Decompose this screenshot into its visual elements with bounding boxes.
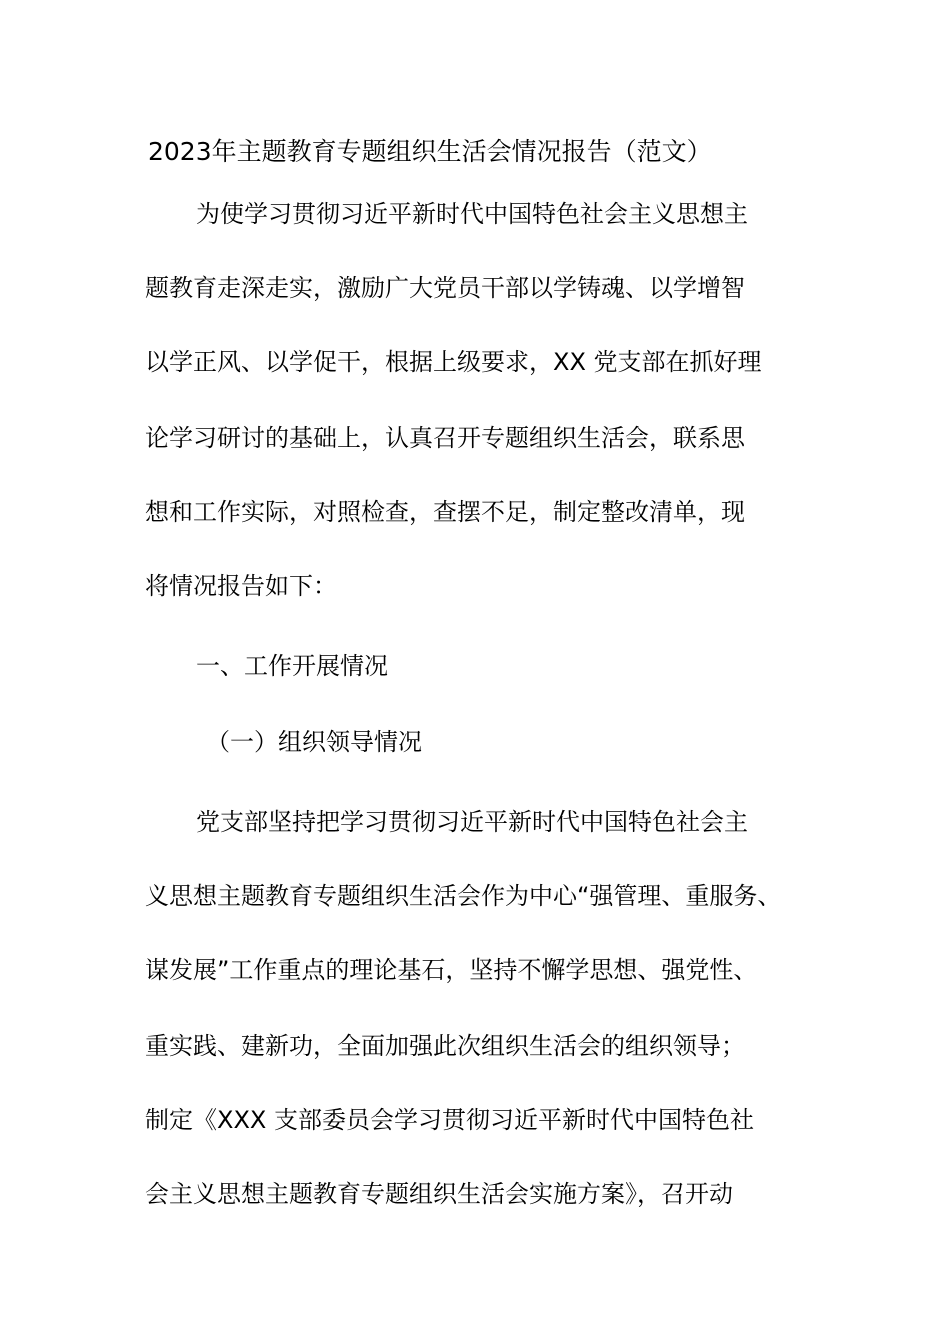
body-line-4: 重实践、建新功，全面加强此次组织生活会的组织领导； <box>145 1032 745 1060</box>
intro-line-1: 为使学习贯彻习近平新时代中国特色社会主义思想主 <box>196 200 748 228</box>
body-line-6: 会主义思想主题教育专题组织生活会实施方案》，召开动 <box>145 1180 733 1208</box>
body-line-5: 制定《XXX 支部委员会学习贯彻习近平新时代中国特色社 <box>145 1106 754 1134</box>
intro-line-2: 题教育走深走实，激励广大党员干部以学铸魂、以学增智 <box>145 274 745 302</box>
subsection-heading: （一）组织领导情况 <box>206 728 422 756</box>
section-heading: 一、工作开展情况 <box>196 652 388 680</box>
body-line-2: 义思想主题教育专题组织生活会作为中心“强管理、重服务、 <box>145 882 782 910</box>
intro-line-6: 将情况报告如下： <box>145 572 337 600</box>
intro-line-5: 想和工作实际，对照检查，查摆不足，制定整改清单，现 <box>145 498 745 526</box>
intro-line-4: 论学习研讨的基础上，认真召开专题组织生活会，联系思 <box>145 424 745 452</box>
intro-line-3: 以学正风、以学促干，根据上级要求，XX 党支部在抓好理 <box>145 348 762 376</box>
document-title: 2023年主题教育专题组织生活会情况报告（范文） <box>148 137 712 166</box>
body-line-3: 谋发展”工作重点的理论基石，坚持不懈学思想、强党性、 <box>145 956 758 984</box>
body-line-1: 党支部坚持把学习贯彻习近平新时代中国特色社会主 <box>196 808 748 836</box>
